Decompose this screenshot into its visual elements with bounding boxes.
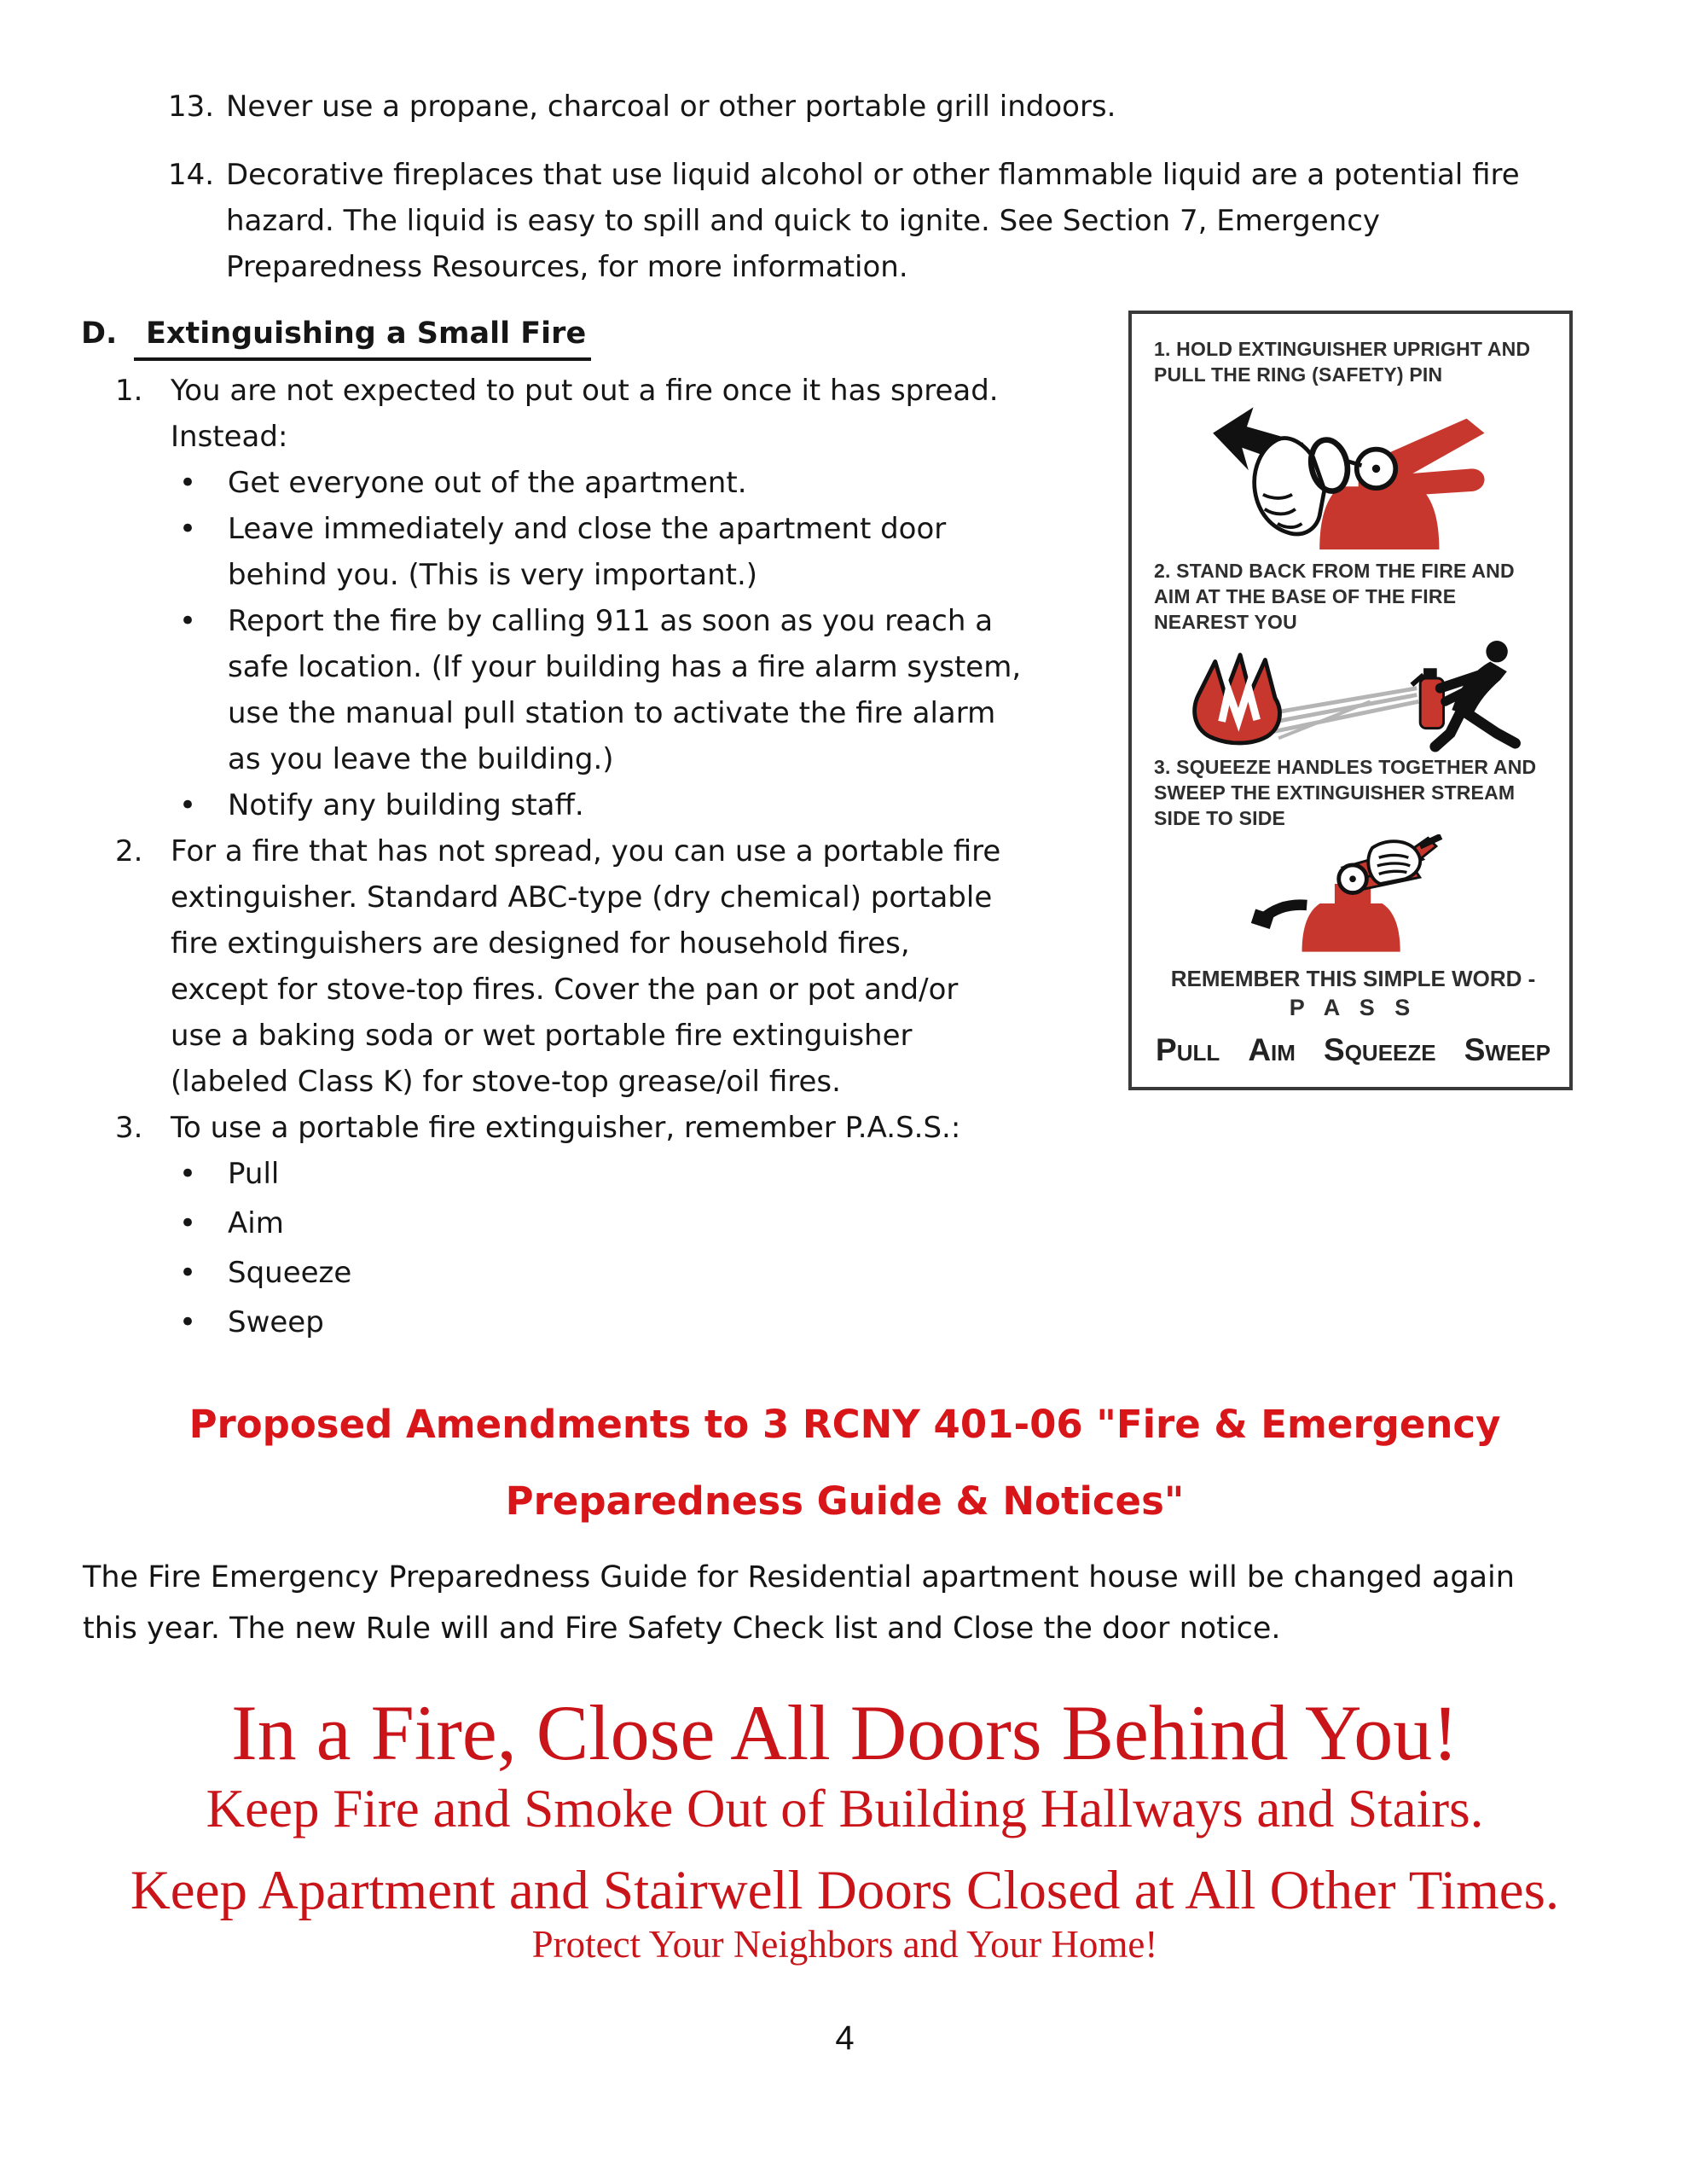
item-2-body bbox=[171, 828, 1011, 1105]
pass-word-sweep: sweep bbox=[1464, 1032, 1551, 1067]
item-3-number: 3. bbox=[115, 1111, 143, 1145]
item-3-bullets bbox=[171, 1151, 960, 1345]
bullet-dot: • bbox=[179, 1305, 197, 1339]
bullet-item bbox=[171, 1250, 960, 1296]
bullet-text: Leave immediately and close the apartment door behind you. (This is very important.) bbox=[228, 512, 947, 592]
amendments-body-line1: The Fire Emergency Preparedness Guide for Residential apartment house will be changed again bbox=[83, 1560, 1515, 1594]
amendments-heading-line2: Preparedness Guide & Notices" bbox=[505, 1478, 1185, 1524]
bullet-item bbox=[171, 506, 1034, 598]
list-item-13-text: Never use a propane, charcoal or other portable grill indoors. bbox=[226, 90, 1116, 124]
figure-remember-line: REMEMBER THIS SIMPLE WORD - bbox=[1170, 966, 1536, 991]
figure-step-3-caption: 3. SQUEEZE HANDLES TOGETHER AND SWEEP THE EXTINGUISHER STREAM SIDE TO SIDE bbox=[1154, 756, 1537, 829]
bullet-text: Squeeze bbox=[228, 1256, 352, 1290]
item-1-bullets bbox=[171, 460, 1034, 828]
item-1-text: You are not expected to put out a fire once it has spread. Instead: bbox=[171, 374, 999, 454]
item-2-number: 2. bbox=[115, 834, 143, 868]
pass-instructions-figure bbox=[1128, 311, 1573, 1090]
amendments-body bbox=[83, 1552, 1609, 1654]
list-item-13-number: 13. bbox=[168, 90, 215, 124]
pull-pin-illustration bbox=[1200, 398, 1507, 551]
banner-line-4: Protect Your Neighbors and Your Home! bbox=[531, 1923, 1158, 1966]
page-number: 4 bbox=[835, 2019, 855, 2057]
bullet-text: Sweep bbox=[228, 1305, 324, 1339]
section-d-item-3 bbox=[115, 1105, 1609, 1349]
aim-at-fire-illustration bbox=[1170, 640, 1537, 752]
amendments-body-line2: this year. The new Rule will and Fire Safety Check list and Close the door notice. bbox=[83, 1612, 1281, 1646]
bullet-dot: • bbox=[179, 1157, 197, 1191]
item-2-text: For a fire that has not spread, you can use a portable fire extinguisher. Standard ABC-type (dry chemical) portable fire extinguishers are designed for household fires, except for stove-top fires. Cover the pan or pot and/or use a baking soda or wet portable fire extinguisher (labeled Class K) for stove-top grease/oil fires. bbox=[171, 834, 1001, 1099]
bullet-item bbox=[171, 1200, 960, 1246]
squeeze-handles-illustration bbox=[1251, 834, 1456, 954]
figure-pass-acronym: P A S S bbox=[1289, 995, 1417, 1020]
bullet-item bbox=[171, 598, 1034, 782]
list-item-14 bbox=[168, 152, 1609, 290]
bullet-text: Pull bbox=[228, 1157, 280, 1191]
banner-line-1: In a Fire, Close All Doors Behind You! bbox=[231, 1689, 1458, 1776]
item-3-text: To use a portable fire extinguisher, remember P.A.S.S.: bbox=[171, 1111, 961, 1145]
banner-line-3: Keep Apartment and Stairwell Doors Closed at All Other Times. bbox=[130, 1860, 1560, 1921]
bullet-item bbox=[171, 1151, 960, 1197]
list-item-14-text: Decorative fireplaces that use liquid alcohol or other flammable liquid are a potential fire hazard. The liquid is easy to spill and quick to ignite. See Section 7, Emergency Preparedness Resources, for more information. bbox=[226, 158, 1520, 284]
bullet-dot: • bbox=[179, 466, 197, 500]
figure-step-1-caption: 1. HOLD EXTINGUISHER UPRIGHT AND PULL THE RING (SAFETY) PIN bbox=[1154, 338, 1531, 386]
bullet-text: Report the fire by calling 911 as soon as you reach a safe location. (If your building has a fire alarm system, use the manual pull station to activate the fire alarm as you leave the building.) bbox=[228, 604, 1022, 776]
amendments-heading-line1: Proposed Amendments to 3 RCNY 401-06 "Fire & Emergency bbox=[188, 1402, 1501, 1447]
bullet-item bbox=[171, 782, 1034, 828]
figure-pass-words bbox=[1154, 1027, 1552, 1073]
item-3-body bbox=[171, 1105, 960, 1349]
bullet-dot: • bbox=[179, 1256, 197, 1290]
bullet-dot: • bbox=[179, 788, 197, 822]
pass-word-aim: aim bbox=[1248, 1032, 1296, 1067]
bullet-text: Get everyone out of the apartment. bbox=[228, 466, 747, 500]
section-d-label: D. bbox=[81, 317, 118, 351]
list-item-13 bbox=[168, 84, 1609, 130]
bullet-dot: • bbox=[179, 1206, 197, 1240]
bullet-dot: • bbox=[179, 512, 197, 546]
bullet-text: Notify any building staff. bbox=[228, 788, 584, 822]
bullet-text: Aim bbox=[228, 1206, 284, 1240]
close-doors-banner bbox=[81, 1689, 1609, 1966]
item-1-body bbox=[171, 368, 1034, 828]
item-1-number: 1. bbox=[115, 374, 143, 408]
amendments-heading bbox=[81, 1386, 1609, 1540]
section-d-title: Extinguishing a Small Fire bbox=[134, 311, 591, 361]
figure-step-2-caption: 2. STAND BACK FROM THE FIRE AND AIM AT THE BASE OF THE FIRE NEAREST YOU bbox=[1154, 560, 1515, 633]
pass-word-pull: Pull bbox=[1156, 1032, 1220, 1067]
bullet-dot: • bbox=[179, 604, 197, 638]
pass-word-squeeze: squeeze bbox=[1324, 1032, 1436, 1067]
bullet-item bbox=[171, 1299, 960, 1345]
banner-line-2: Keep Fire and Smoke Out of Building Hallways and Stairs. bbox=[206, 1779, 1484, 1838]
bullet-item bbox=[171, 460, 1034, 506]
list-item-14-number: 14. bbox=[168, 158, 215, 192]
